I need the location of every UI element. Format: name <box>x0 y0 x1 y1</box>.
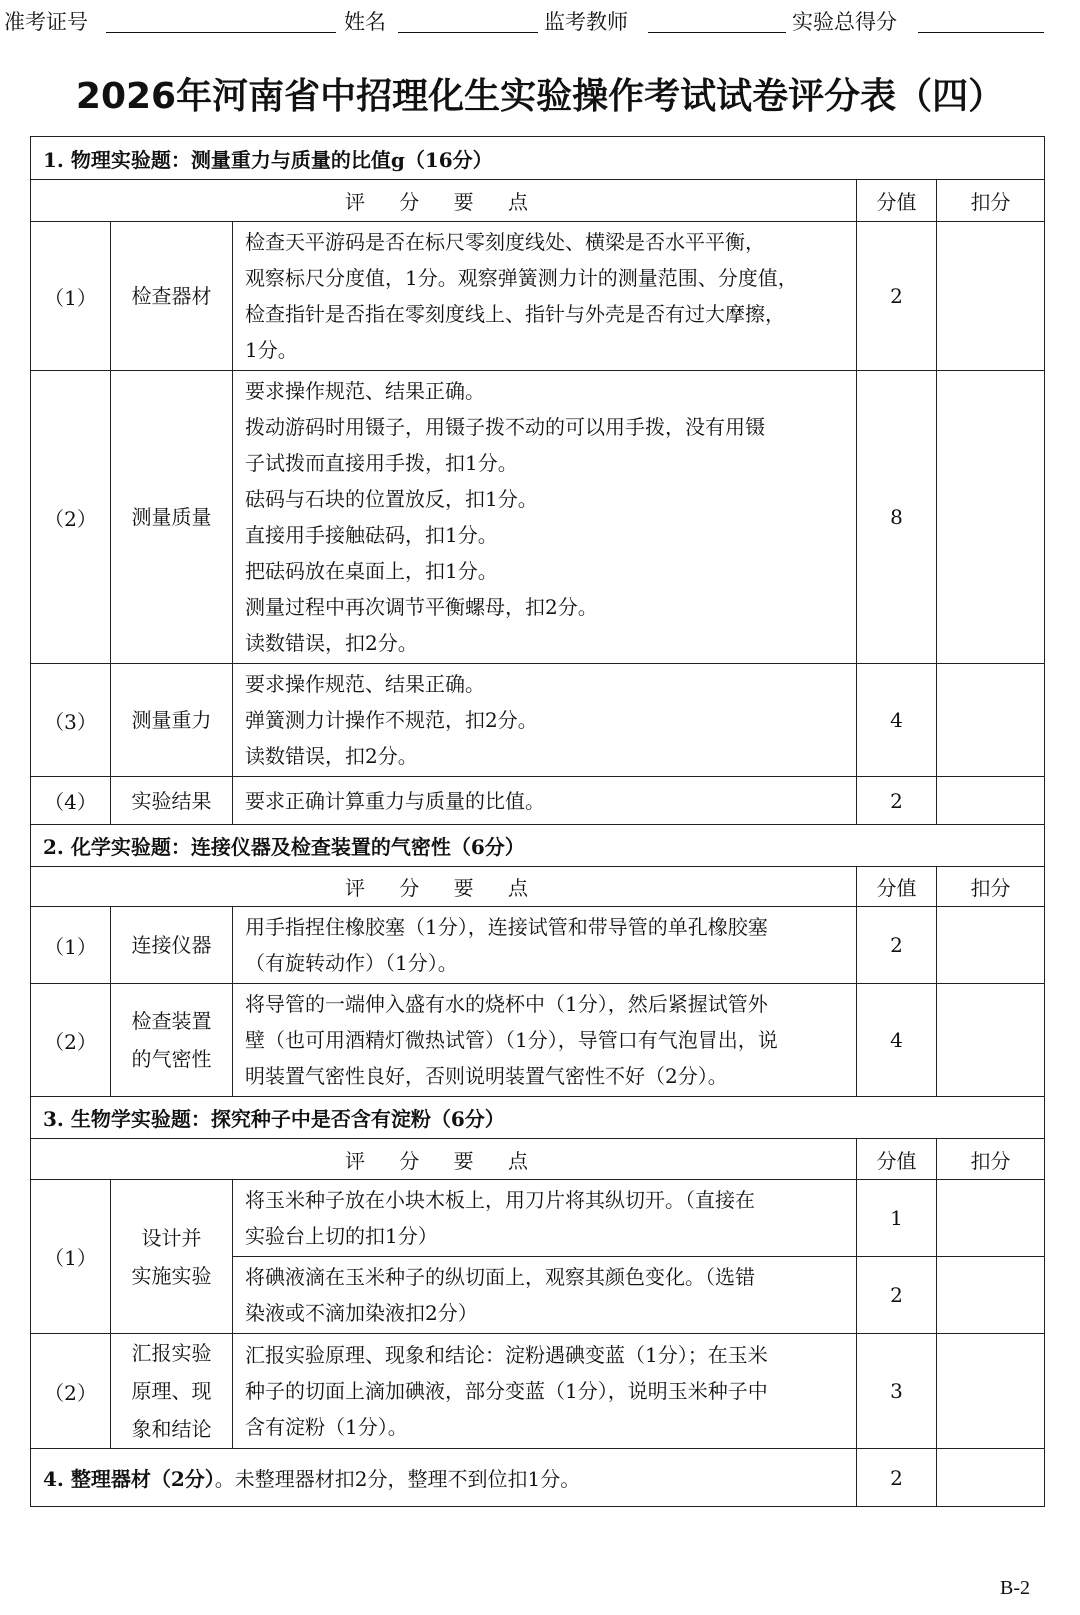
section2-title: 2. 化学实验题：连接仪器及检查装置的气密性（6分） <box>31 825 1045 867</box>
item-points <box>233 907 857 984</box>
point-line: 拨动游码时用镊子，用镊子拨不动的可以用手拨，没有用镊 <box>245 415 765 439</box>
item-name-line: 的气密性 <box>131 1047 212 1071</box>
item-number: （1） <box>31 907 111 984</box>
deduct-cell[interactable] <box>937 907 1045 984</box>
point-line: 子试拨而直接用手拨，扣1分。 <box>245 451 518 475</box>
deduct-header: 扣分 <box>937 867 1045 907</box>
table-row <box>31 1180 1045 1257</box>
item-points <box>233 1257 857 1334</box>
section4-rule: 。未整理器材扣2分，整理不到位扣1分。 <box>214 1467 581 1491</box>
point-line: 检查天平游码是否在标尺零刻度线处、横梁是否水平平衡， <box>245 230 765 254</box>
deduct-cell[interactable] <box>937 1334 1045 1449</box>
point-line: 要求操作规范、结果正确。 <box>245 672 485 696</box>
item-number: （4） <box>31 777 111 825</box>
item-name: 检查器材 <box>111 222 233 371</box>
deduct-cell[interactable] <box>937 777 1045 825</box>
scoring-table <box>30 136 1045 1507</box>
item-value: 2 <box>857 777 937 825</box>
value-header: 分值 <box>857 180 937 222</box>
exam-id-label: 准考证号 <box>4 10 88 34</box>
table-row <box>31 1334 1045 1449</box>
item-value: 4 <box>857 664 937 777</box>
deduct-cell[interactable] <box>937 1257 1045 1334</box>
point-line: 实验台上切的扣1分） <box>245 1224 438 1248</box>
item-number: （2） <box>31 1334 111 1449</box>
page-title: 2026年河南省中招理化生实验操作考试试卷评分表（四） <box>75 76 1005 117</box>
item-value: 2 <box>857 1257 937 1334</box>
point-line: 弹簧测力计操作不规范，扣2分。 <box>245 708 538 732</box>
point-line: 测量过程中再次调节平衡螺母，扣2分。 <box>245 595 598 619</box>
item-points <box>233 984 857 1097</box>
points-header: 评 分 要 点 <box>31 1139 857 1180</box>
point-line: 检查指针是否指在零刻度线上、指针与外壳是否有过大摩擦， <box>245 302 785 326</box>
point-line: 种子的切面上滴加碘液，部分变蓝（1分），说明玉米种子中 <box>245 1379 768 1403</box>
value-header: 分值 <box>857 867 937 907</box>
item-name-line: 汇报实验 <box>131 1341 212 1365</box>
item-points <box>233 222 857 371</box>
item-points <box>233 1334 857 1449</box>
value-header: 分值 <box>857 1139 937 1180</box>
deduct-cell[interactable] <box>937 1180 1045 1257</box>
total-score-label: 实验总得分 <box>792 10 897 34</box>
point-line: 观察标尺分度值，1分。观察弹簧测力计的测量范围、分度值， <box>245 266 798 290</box>
point-line: 将导管的一端伸入盛有水的烧杯中（1分），然后紧握试管外 <box>245 992 768 1016</box>
item-name-line: 设计并 <box>141 1225 202 1250</box>
deduct-cell[interactable] <box>937 371 1045 664</box>
deduct-cell[interactable] <box>937 222 1045 371</box>
points-header: 评 分 要 点 <box>31 867 857 907</box>
point-line: 壁（也可用酒精灯微热试管）（1分），导管口有气泡冒出，说 <box>245 1028 778 1052</box>
point-line: 把砝码放在桌面上，扣1分。 <box>245 559 498 583</box>
item-name <box>111 1334 233 1449</box>
section3-title-row <box>31 1097 1045 1139</box>
item-number: （1） <box>31 222 111 371</box>
item-points <box>233 1180 857 1257</box>
point-line: 明装置气密性良好，否则说明装置气密性不好（2分）。 <box>245 1064 728 1088</box>
point-line: 将玉米种子放在小块木板上，用刀片将其纵切开。（直接在 <box>245 1188 755 1212</box>
item-number: （1） <box>31 1180 111 1334</box>
section1-title-row <box>31 137 1045 180</box>
item-value: 3 <box>857 1334 937 1449</box>
section4-row <box>31 1449 1045 1507</box>
item-number: （2） <box>31 984 111 1097</box>
table-row <box>31 984 1045 1097</box>
section4-text <box>31 1449 857 1507</box>
item-value: 2 <box>857 222 937 371</box>
section3-header-row <box>31 1139 1045 1180</box>
name-field[interactable] <box>398 32 538 33</box>
deduct-cell[interactable] <box>937 984 1045 1097</box>
exam-id-field[interactable] <box>106 32 336 33</box>
table-row <box>31 664 1045 777</box>
name-label: 姓名 <box>344 10 386 34</box>
item-name <box>111 1180 233 1334</box>
exam-header-fields <box>0 6 1080 36</box>
points-header: 评 分 要 点 <box>31 180 857 222</box>
item-value: 1 <box>857 1180 937 1257</box>
point-line: 读数错误，扣2分。 <box>245 744 418 768</box>
point-line: 砝码与石块的位置放反，扣1分。 <box>245 487 538 511</box>
item-name-line: 实施实验 <box>131 1263 212 1288</box>
section4-title: 4. 整理器材（2分） <box>43 1467 215 1491</box>
page-number: B-2 <box>1000 1577 1030 1599</box>
item-name-line: 象和结论 <box>131 1417 212 1441</box>
proctor-field[interactable] <box>648 32 786 33</box>
total-score-field[interactable] <box>918 32 1044 33</box>
item-points <box>233 777 857 825</box>
item-name <box>111 984 233 1097</box>
item-value: 2 <box>857 1449 937 1507</box>
item-number: （2） <box>31 371 111 664</box>
item-points <box>233 664 857 777</box>
point-line: 要求操作规范、结果正确。 <box>245 379 485 403</box>
point-line: 含有淀粉（1分）。 <box>245 1415 408 1439</box>
proctor-label: 监考教师 <box>544 10 628 34</box>
item-name-line: 原理、现 <box>131 1379 212 1403</box>
section3-title: 3. 生物学实验题：探究种子中是否含有淀粉（6分） <box>31 1097 1045 1139</box>
deduct-cell[interactable] <box>937 1449 1045 1507</box>
item-value: 2 <box>857 907 937 984</box>
point-line: （有旋转动作）（1分）。 <box>245 951 458 975</box>
item-value: 4 <box>857 984 937 1097</box>
point-line: 染液或不滴加染液扣2分） <box>245 1301 478 1325</box>
point-line: 汇报实验原理、现象和结论：淀粉遇碘变蓝（1分）；在玉米 <box>245 1343 768 1367</box>
item-name: 测量重力 <box>111 664 233 777</box>
item-points <box>233 371 857 664</box>
table-row <box>31 907 1045 984</box>
item-name: 测量质量 <box>111 371 233 664</box>
point-line: 读数错误，扣2分。 <box>245 631 418 655</box>
section1-header-row <box>31 180 1045 222</box>
point-line: 用手指捏住橡胶塞（1分），连接试管和带导管的单孔橡胶塞 <box>245 915 768 939</box>
deduct-header: 扣分 <box>937 1139 1045 1180</box>
table-row <box>31 371 1045 664</box>
point-line: 直接用手接触砝码，扣1分。 <box>245 523 498 547</box>
item-value: 8 <box>857 371 937 664</box>
point-line: 1分。 <box>245 338 298 362</box>
point-line: 要求正确计算重力与质量的比值。 <box>245 788 545 813</box>
item-name-line: 检查装置 <box>131 1009 212 1033</box>
table-row <box>31 222 1045 371</box>
item-name: 实验结果 <box>111 777 233 825</box>
section2-header-row <box>31 867 1045 907</box>
section2-title-row <box>31 825 1045 867</box>
deduct-header: 扣分 <box>937 180 1045 222</box>
item-number: （3） <box>31 664 111 777</box>
table-row <box>31 777 1045 825</box>
section1-title: 1. 物理实验题：测量重力与质量的比值g（16分） <box>31 137 1045 180</box>
deduct-cell[interactable] <box>937 664 1045 777</box>
item-name: 连接仪器 <box>111 907 233 984</box>
point-line: 将碘液滴在玉米种子的纵切面上，观察其颜色变化。（选错 <box>245 1265 755 1289</box>
